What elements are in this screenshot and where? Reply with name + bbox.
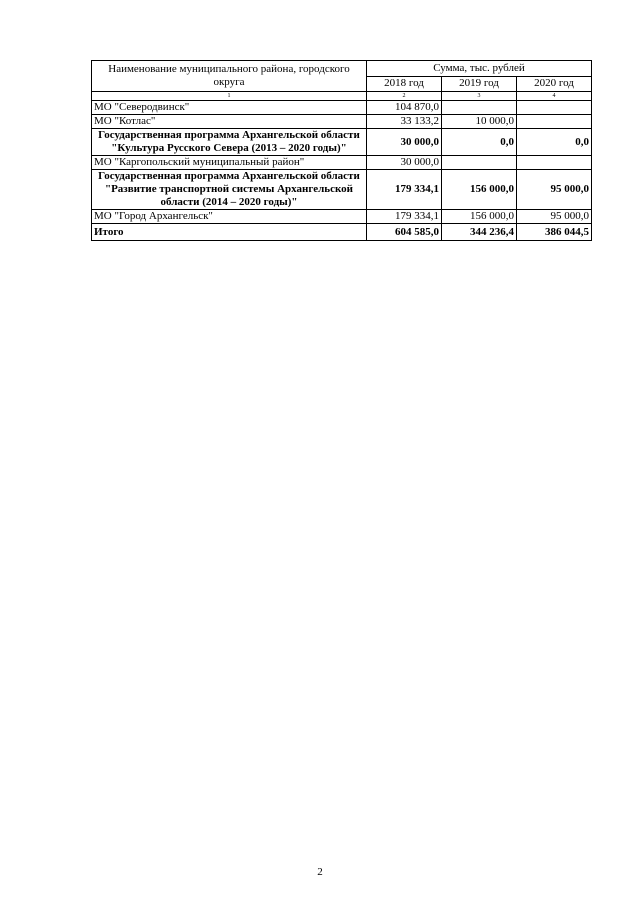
value-2019: 156 000,0 xyxy=(442,170,517,210)
table-row xyxy=(92,156,592,170)
total-row xyxy=(92,224,592,241)
value-2020 xyxy=(517,115,592,129)
municipality-name: МО "Каргопольский муниципальный район" xyxy=(92,156,367,170)
page-number: 2 xyxy=(317,866,323,878)
value-2019 xyxy=(442,156,517,170)
column-number-row xyxy=(92,92,592,101)
total-2019: 344 236,4 xyxy=(442,224,517,241)
value-2019 xyxy=(442,101,517,115)
program-name: Государственная программа Архангельской области "Культура Русского Севера (2013 – 2020 годы)" xyxy=(92,129,367,156)
total-2020: 386 044,5 xyxy=(517,224,592,241)
value-2018: 30 000,0 xyxy=(367,129,442,156)
table-row xyxy=(92,115,592,129)
value-2018: 104 870,0 xyxy=(367,101,442,115)
value-2018: 33 133,2 xyxy=(367,115,442,129)
program-row xyxy=(92,129,592,156)
budget-table xyxy=(91,60,592,241)
column-number: 4 xyxy=(517,92,592,101)
value-2020: 95 000,0 xyxy=(517,210,592,224)
header-year-2020: 2020 год xyxy=(517,76,592,92)
column-number: 3 xyxy=(442,92,517,101)
value-2020: 95 000,0 xyxy=(517,170,592,210)
table-row xyxy=(92,210,592,224)
program-name: Государственная программа Архангельской области "Развитие транспортной системы Архангельской области (2014 – 2020 годы)" xyxy=(92,170,367,210)
column-number: 1 xyxy=(92,92,367,101)
header-year-2018: 2018 год xyxy=(367,76,442,92)
value-2019: 156 000,0 xyxy=(442,210,517,224)
value-2019: 10 000,0 xyxy=(442,115,517,129)
header-sum-label: Сумма, тыс. рублей xyxy=(367,61,592,77)
header-year-2019: 2019 год xyxy=(442,76,517,92)
total-label: Итого xyxy=(92,224,367,241)
table-header-row xyxy=(92,61,592,77)
header-name-column: Наименование муниципального района, городского округа xyxy=(92,61,367,92)
municipality-name: МО "Северодвинск" xyxy=(92,101,367,115)
value-2020: 0,0 xyxy=(517,129,592,156)
value-2020 xyxy=(517,101,592,115)
municipality-name: МО "Котлас" xyxy=(92,115,367,129)
value-2020 xyxy=(517,156,592,170)
value-2018: 179 334,1 xyxy=(367,210,442,224)
column-number: 2 xyxy=(367,92,442,101)
table-row xyxy=(92,101,592,115)
value-2018: 179 334,1 xyxy=(367,170,442,210)
value-2018: 30 000,0 xyxy=(367,156,442,170)
program-row xyxy=(92,170,592,210)
total-2018: 604 585,0 xyxy=(367,224,442,241)
municipality-name: МО "Город Архангельск" xyxy=(92,210,367,224)
value-2019: 0,0 xyxy=(442,129,517,156)
